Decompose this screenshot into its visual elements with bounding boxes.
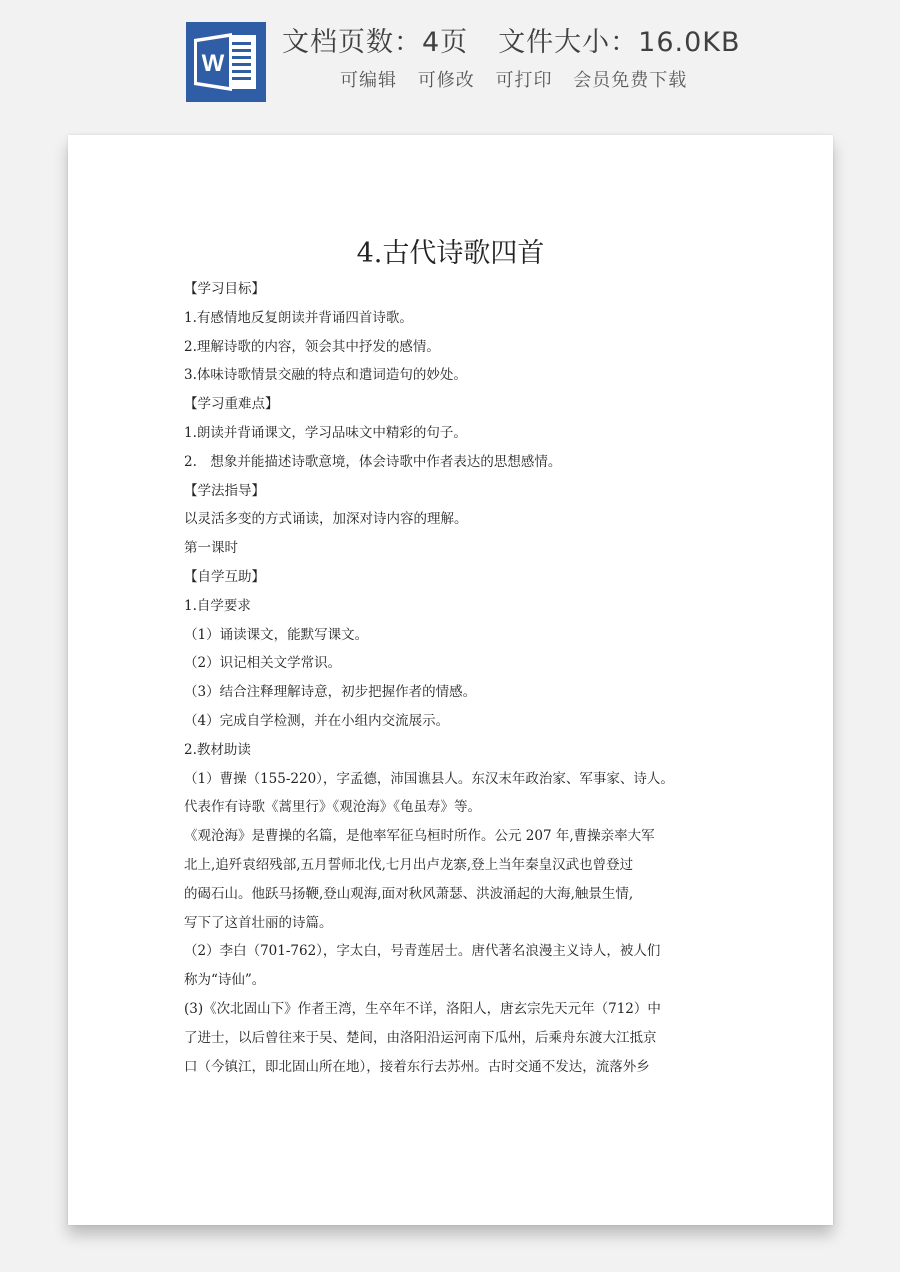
document-page: [68, 135, 833, 1225]
document-title: 4.古代诗歌四首: [356, 238, 545, 269]
text-line: 2. 想象并能描述诗歌意境，体会诗歌中作者表达的思想感情。: [184, 453, 562, 470]
section-heading-key-points: 【学习重难点】: [184, 396, 279, 413]
text-line: 了进士，以后曾往来于吴、楚间，由洛阳沿运河南下瓜州，后乘舟东渡大江抵京: [184, 1029, 657, 1046]
text-line: （1）诵读课文，能默写课文。: [184, 626, 369, 643]
text-line: 《观沧海》是曹操的名篇，是他率军征乌桓时所作。公元 207 年,曹操亲率大军: [184, 828, 655, 845]
lesson-heading: 第一课时: [184, 540, 238, 557]
text-line: 2.理解诗歌的内容，领会其中抒发的感情。: [184, 338, 440, 355]
file-info: [282, 20, 741, 59]
text-line: （3）结合注释理解诗意，初步把握作者的情感。: [184, 684, 477, 701]
feature-editable: 可编辑: [340, 70, 397, 91]
text-line: 称为“诗仙”。: [184, 972, 266, 989]
text-line: 3.体味诗歌情景交融的特点和遣词造句的妙处。: [184, 367, 467, 384]
text-line: 北上,追歼袁绍残部,五月誓师北伐,七月出卢龙寨,登上当年秦皇汉武也曾登过: [184, 856, 634, 873]
word-document-icon: [186, 22, 266, 102]
document-info-header: [0, 0, 900, 120]
svg-text:W: W: [201, 50, 225, 77]
text-line: （2）识记相关文学常识。: [184, 655, 342, 672]
page-count: 文档页数：4页: [282, 27, 469, 58]
text-line: （4）完成自学检测，并在小组内交流展示。: [184, 712, 450, 729]
text-line: 1.朗读并背诵课文，学习品味文中精彩的句子。: [184, 424, 467, 441]
feature-printable: 可打印: [495, 70, 553, 91]
text-line: 口（今镇江，即北固山所在地），接着东行去苏州。古时交通不发达，流落外乡: [184, 1058, 650, 1075]
feature-list: [340, 66, 697, 92]
text-line: 以灵活多变的方式诵读，加深对诗内容的理解。: [184, 511, 468, 528]
text-line: 1.自学要求: [184, 597, 251, 614]
text-line: 的碣石山。他跃马扬鞭,登山观海,面对秋风萧瑟、洪波涌起的大海,触景生情,: [184, 885, 634, 902]
document-body: [184, 275, 724, 1081]
text-line: (3)《次北固山下》作者王湾，生卒年不详，洛阳人，唐玄宗先天元年（712）中: [184, 1000, 661, 1017]
text-line: 写下了这首壮丽的诗篇。: [184, 914, 333, 931]
text-line: 代表作有诗歌《蒿里行》《观沧海》《龟虽寿》等。: [184, 799, 481, 816]
section-heading-method: 【学法指导】: [184, 482, 265, 499]
section-heading-goals: 【学习目标】: [184, 281, 265, 297]
text-line: 1.有感情地反复朗读并背诵四首诗歌。: [184, 309, 413, 326]
text-line: 2.教材助读: [184, 741, 251, 758]
text-line: （1）曹操（155-220），字孟德，沛国谯县人。东汉末年政治家、军事家、诗人。: [184, 770, 674, 787]
section-heading-self-study: 【自学互助】: [184, 568, 265, 585]
feature-modifiable: 可修改: [417, 70, 475, 91]
file-size: 文件大小：16.0KB: [498, 27, 741, 58]
feature-member-download: 会员免费下载: [573, 70, 688, 91]
text-line: （2）李白（701-762），字太白，号青莲居士。唐代著名浪漫主义诗人，被人们: [184, 943, 661, 960]
